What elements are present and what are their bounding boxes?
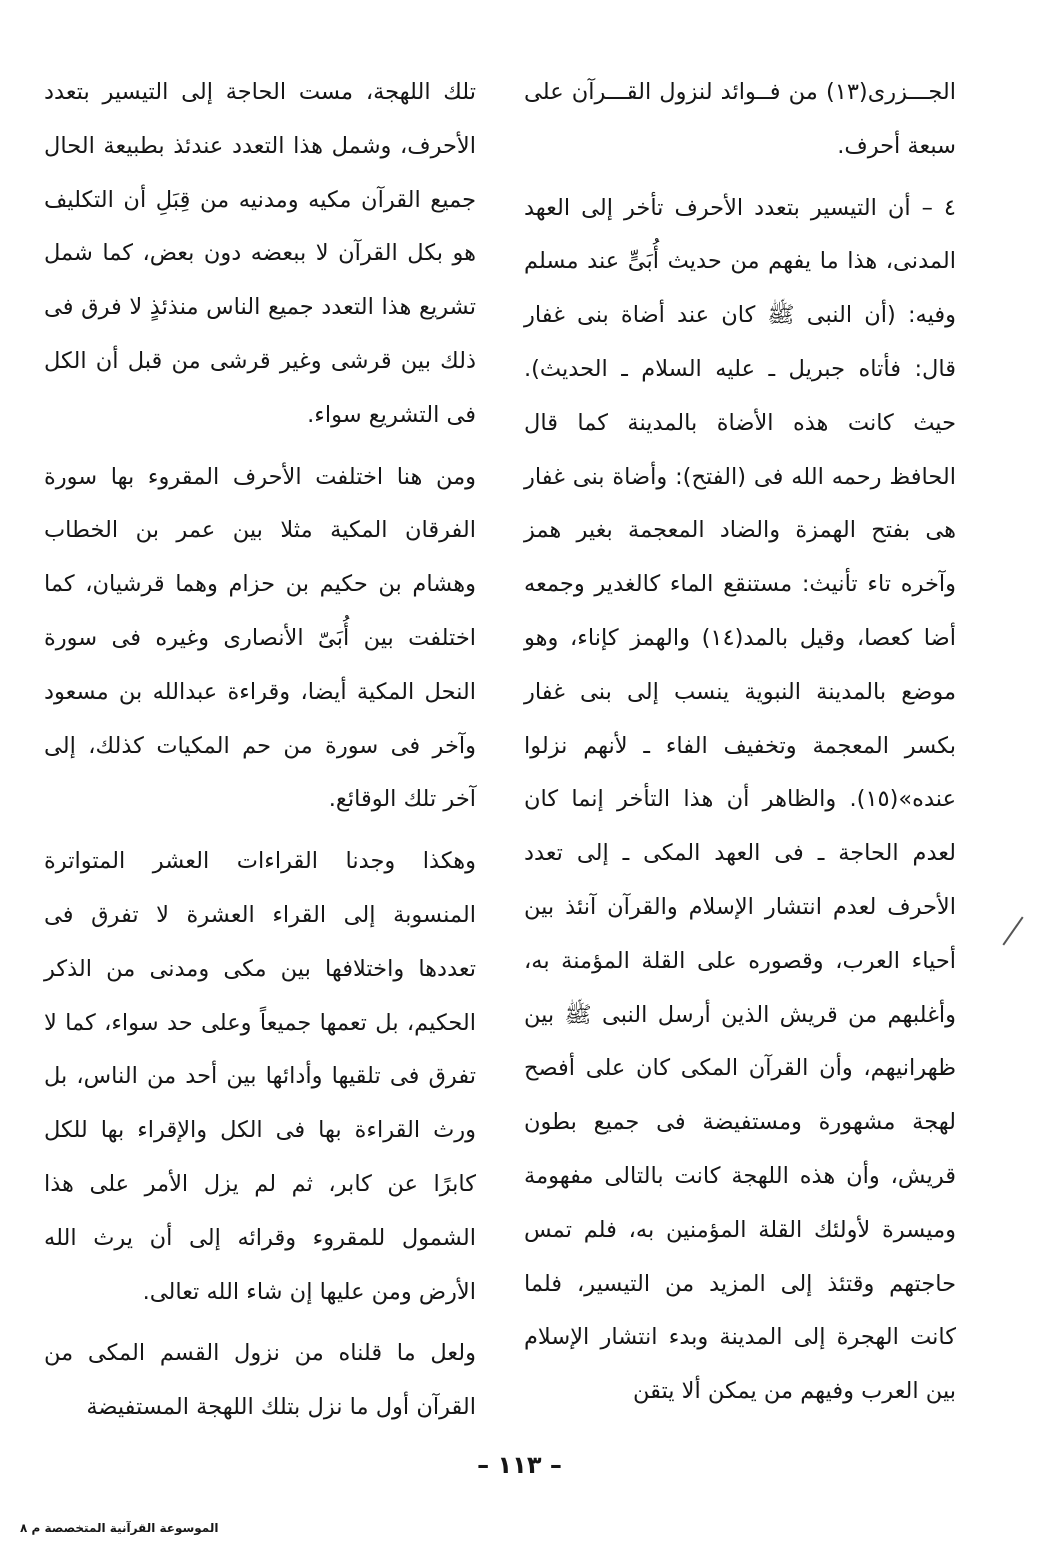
paragraph: الجـــزرى(١٣) من فــوائد لنزول القـــرآن على سبعة أحرف. [524, 79, 956, 159]
margin-pen-mark [1002, 917, 1023, 946]
page-number: – ١١٣ – [477, 1451, 562, 1479]
paragraph: تلك اللهجة، مست الحاجة إلى التيسير بتعدد الأحرف، وشمل هذا التعدد عندئذ بطبيعة الحال جميع القرآن مكيه ومدنيه من قِبَلِ أن التكليف هو بكل القرآن لا ببعضه دون بعض، كما شمل تشريع هذا التعدد جميع الناس منذئذٍ لا فرق فى ذلك بين قرشى وغير قرشى من قبل أن الكل فى التشريع سواء. [44, 79, 476, 428]
right-text-column [524, 66, 956, 1419]
left-text-column [44, 66, 476, 1435]
paragraph: ٤ – أن التيسير بتعدد الأحرف تأخر إلى العهد المدنى، هذا ما يفهم من حديث أُبَىٍّ عند مسلم وفيه: (أن النبى ﷺ كان عند أضاة بنى غفار قال: فأتاه جبريل ـ عليه السلام ـ الحديث). حيث كانت هذه الأضاة بالمدينة كما قال الحافظ رحمه الله فى (الفتح): وأضاة بنى غفار هى بفتح الهمزة والضاد المعجمة بغير همز وآخره تاء تأنيث: مستنقع الماء كالغدير وجمعه أضا كعصا، وقيل بالمد(١٤) والهمز كإناء، وهو موضع بالمدينة النبوية ينسب إلى بنى غفار بكسر المعجمة وتخفيف الفاء ـ لأنهم نزلوا عنده»(١٥). والظاهر أن هذا التأخر إنما كان لعدم الحاجة ـ فى العهد المكى ـ إلى تعدد الأحرف لعدم انتشار الإسلام والقرآن آنئذ بين أحياء العرب، وقصوره على القلة المؤمنة به، وأغلبهم من قريش الذين أرسل النبى ﷺ بين ظهرانيهم، وأن القرآن المكى كان على أفصح لهجة مشهورة ومستفيضة فى جميع بطون قريش، وأن هذه اللهجة كانت بالتالى مفهومة وميسرة لأولئك القلة المؤمنين به، فلم تمس حاجتهم وقتئذ إلى المزيد من التيسير، فلما كانت الهجرة إلى المدينة وبدء انتشار الإسلام بين العرب وفيهم من يمكن ألا يتقن [524, 194, 956, 1405]
footer-signature: الموسوعة القرآنية المتخصصة م ٨ [20, 1521, 219, 1535]
paragraph: ولعل ما قلناه من نزول القسم المكى من القرآن أول ما نزل بتلك اللهجة المستفيضة [44, 1340, 476, 1421]
paragraph: ومن هنا اختلفت الأحرف المقروء بها سورة الفرقان المكية مثلا بين عمر بن الخطاب وهشام بن حكيم بن حزام وهما قرشيان، كما اختلفت بين أُبَىّ الأنصارى وغيره فى سورة النحل المكية أيضا، وقراءة عبدالله بن مسعود وآخر فى سورة من حم المكيات كذلك، إلى آخر تلك الوقائع. [44, 463, 476, 813]
paragraph: وهكذا وجدنا القراءات العشر المتواترة المنسوبة إلى القراء العشرة لا تفرق فى تعددها واختلافها بين مكى ومدنى من الذكر الحكيم، بل تعمها جميعاً وعلى حد سواء، كما لا تفرق فى تلقيها وأدائها بين أحد من الناس، بل ورث القراءة بها فى الكل والإقراء بها للكل كابرًا عن كابر، ثم لم يزل الأمر على هذا الشمول للمقروء وقرائه إلى أن يرث الله الأرض ومن عليها إن شاء الله تعالى. [44, 848, 476, 1305]
